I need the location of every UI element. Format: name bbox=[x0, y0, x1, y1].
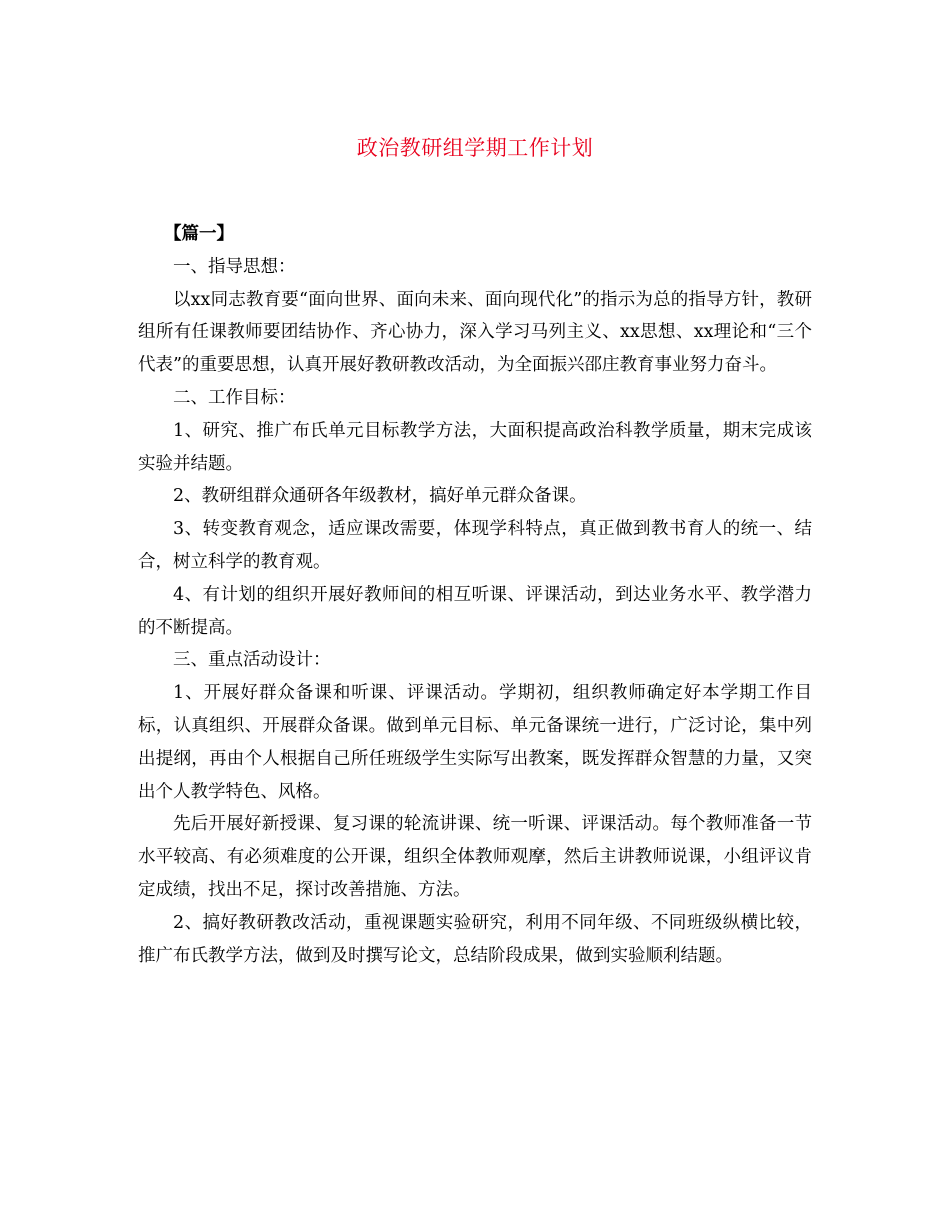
paragraph-activity-1-continued: 先后开展好新授课、复习课的轮流讲课、统一听课、评课活动。每个教师准备一节水平较高、有必须难度的公开课，组织全体教师观摩，然后主讲教师说课，小组评议肯定成绩，找出不足，探讨改善措施、方法。 bbox=[138, 814, 812, 900]
paragraph-goal-3: 3、转变教育观念，适应课改需要，体现学科特点，真正做到教书育人的统一、结合，树立科学的教育观。 bbox=[138, 519, 812, 572]
paragraph-goal-4: 4、有计划的组织开展好教师间的相互听课、评课活动，到达业务水平、教学潜力的不断提高。 bbox=[138, 584, 812, 638]
paragraph-goal-2: 2、教研组群众通研各年级教材，搞好单元群众备课。 bbox=[173, 486, 587, 507]
paragraph-activity-2: 2、搞好教研教改活动，重视课题实验研究，利用不同年级、不同班级纵横比较，推广布氏教学方法，做到及时撰写论文，总结阶段成果，做到实验顺利结题。 bbox=[138, 912, 812, 966]
section-label-part-one: 【篇一】 bbox=[164, 224, 234, 244]
section-heading-work-goals: 二、工作目标： bbox=[173, 387, 296, 408]
document-body bbox=[138, 218, 812, 972]
paragraph-guiding-thought: 以xx同志教育要“面向世界、面向未来、面向现代化”的指示为总的指导方针，教研组所有任课教师要团结协作、齐心协力，深入学习马列主义、xx思想、xx理论和“三个代表”的重要思想，认真开展好教研教改活动，为全面振兴邵庄教育事业努力奋斗。 bbox=[138, 289, 812, 376]
document-title: 政治教研组学期工作计划 bbox=[356, 136, 594, 160]
paragraph-goal-1: 1、研究、推广布氏单元目标教学方法，大面积提高政治科教学质量，期末完成该实验并结题。 bbox=[138, 420, 812, 474]
paragraph-activity-1: 1、开展好群众备课和听课、评课活动。学期初，组织教师确定好本学期工作目标，认真组织、开展群众备课。做到单元目标、单元备课统一进行，广泛讨论，集中列出提纲，再由个人根据自己所任班级学生实际写出教案，既发挥群众智慧的力量，又突出个人教学特色、风格。 bbox=[138, 683, 812, 802]
section-heading-guiding-thought: 一、指导思想： bbox=[173, 256, 296, 277]
section-heading-key-activities: 三、重点活动设计： bbox=[173, 650, 331, 671]
